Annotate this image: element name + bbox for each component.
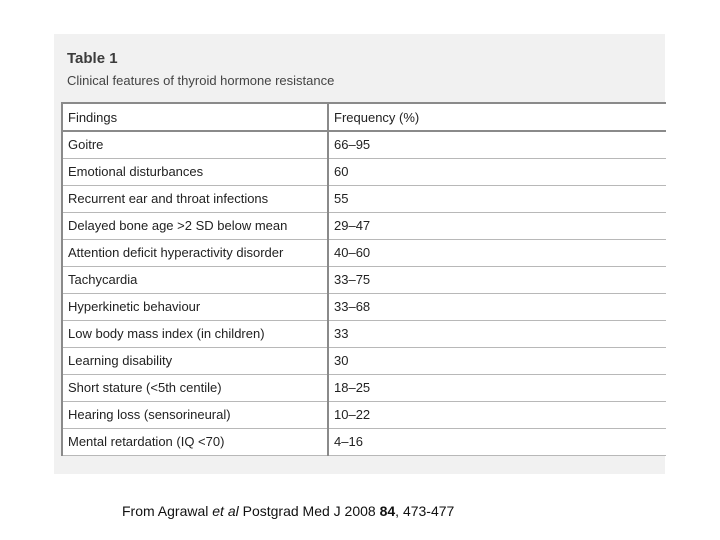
table-panel — [54, 34, 665, 474]
frequency-cell: 18–25 — [328, 374, 666, 401]
header-findings: Findings — [62, 103, 328, 131]
frequency-cell: 29–47 — [328, 212, 666, 239]
finding-cell: Hyperkinetic behaviour — [62, 293, 328, 320]
clinical-features-table — [61, 102, 666, 456]
finding-cell: Attention deficit hyperactivity disorder — [62, 239, 328, 266]
table-row — [62, 428, 666, 455]
finding-cell: Mental retardation (IQ <70) — [62, 428, 328, 455]
table-header-row — [62, 103, 666, 131]
citation-prefix: From Agrawal — [122, 503, 213, 519]
table-row — [62, 158, 666, 185]
finding-cell: Tachycardia — [62, 266, 328, 293]
table-row — [62, 185, 666, 212]
table-row — [62, 212, 666, 239]
table-row — [62, 374, 666, 401]
table-row — [62, 131, 666, 158]
frequency-cell: 33–75 — [328, 266, 666, 293]
header-frequency: Frequency (%) — [328, 103, 666, 131]
citation-etal: et al — [212, 503, 239, 519]
table-row — [62, 293, 666, 320]
finding-cell: Recurrent ear and throat infections — [62, 185, 328, 212]
finding-cell: Emotional disturbances — [62, 158, 328, 185]
table-title: Table 1 — [67, 50, 118, 67]
source-citation — [122, 503, 454, 519]
frequency-cell: 40–60 — [328, 239, 666, 266]
citation-volume: 84 — [379, 503, 396, 519]
table-subtitle: Clinical features of thyroid hormone resistance — [67, 73, 335, 88]
table-row — [62, 347, 666, 374]
finding-cell: Short stature (<5th centile) — [62, 374, 328, 401]
frequency-cell: 60 — [328, 158, 666, 185]
frequency-cell: 30 — [328, 347, 666, 374]
table-row — [62, 320, 666, 347]
finding-cell: Hearing loss (sensorineural) — [62, 401, 328, 428]
frequency-cell: 55 — [328, 185, 666, 212]
finding-cell: Delayed bone age >2 SD below mean — [62, 212, 328, 239]
finding-cell: Goitre — [62, 131, 328, 158]
table-row — [62, 239, 666, 266]
frequency-cell: 10–22 — [328, 401, 666, 428]
finding-cell: Learning disability — [62, 347, 328, 374]
citation-journal: Postgrad Med J 2008 — [238, 503, 380, 519]
citation-pages: , 473-477 — [395, 503, 455, 519]
table-row — [62, 266, 666, 293]
table-row — [62, 401, 666, 428]
finding-cell: Low body mass index (in children) — [62, 320, 328, 347]
frequency-cell: 33 — [328, 320, 666, 347]
frequency-cell: 33–68 — [328, 293, 666, 320]
frequency-cell: 4–16 — [328, 428, 666, 455]
frequency-cell: 66–95 — [328, 131, 666, 158]
